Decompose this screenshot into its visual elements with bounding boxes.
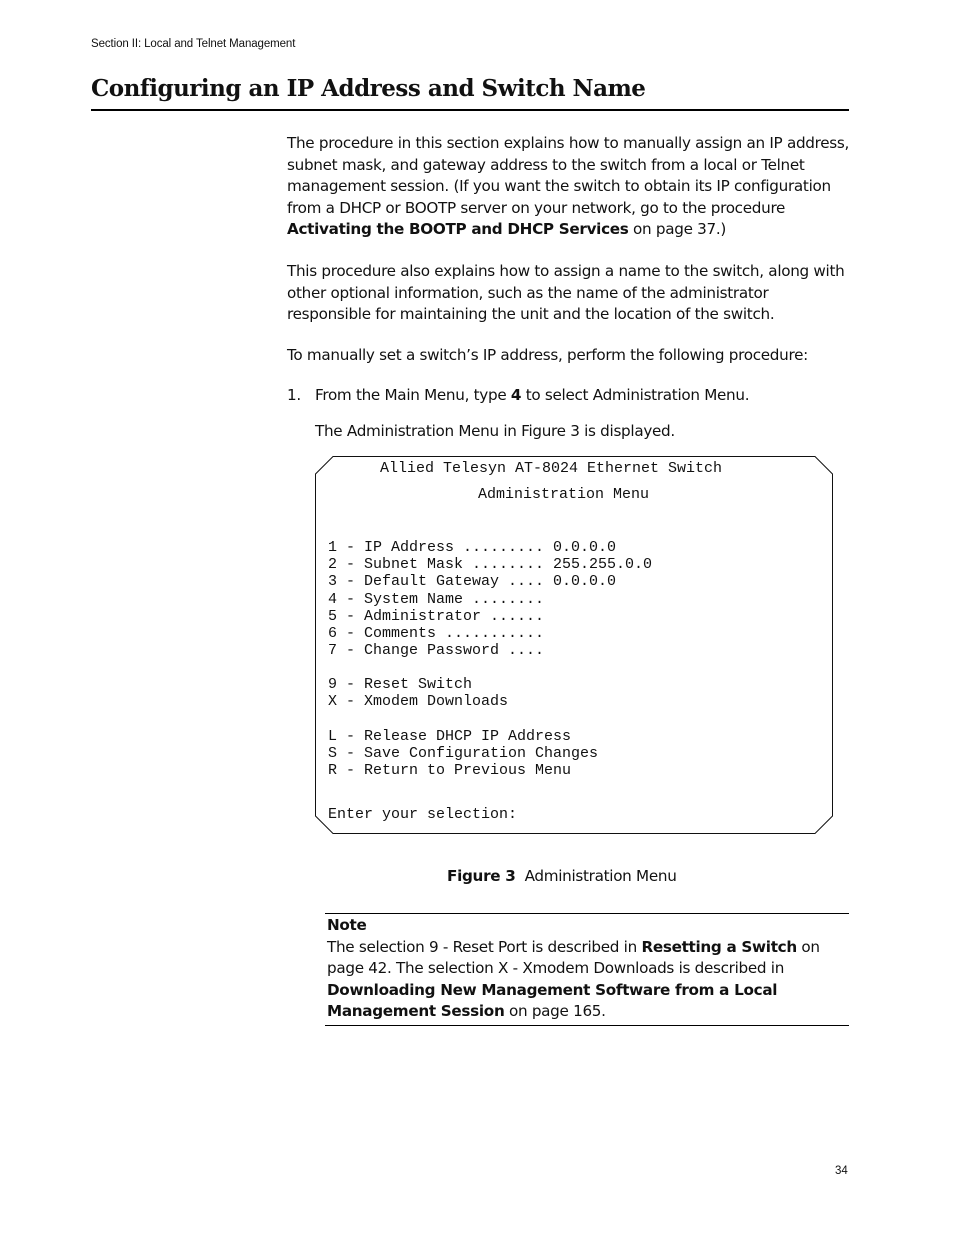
- figure-caption: [447, 866, 677, 888]
- note-rule-bottom: [325, 1025, 849, 1026]
- step-result: The Administration Menu in Figure 3 is displayed.: [315, 422, 675, 440]
- menu-item-subnet-mask: 2 - Subnet Mask ........ 255.255.0.0: [328, 556, 653, 573]
- intro-text: The procedure in this section explains how to manually assign an IP address, subnet mask, and gateway address to the switch from a local or Telnet management session. (If you want the switch to obtain its IP configuration from a DHCP or BOOTP server on your network, go to the procedure: [287, 134, 850, 217]
- download-software-link: Downloading New Management Software from a Local Management Session: [327, 980, 778, 1021]
- procedure-intro: To manually set a switch’s IP address, perform the following procedure:: [287, 346, 808, 364]
- menu-item-reset-switch: 9 - Reset Switch: [328, 676, 473, 693]
- note-heading: Note: [327, 916, 367, 934]
- menu-item-default-gateway: 3 - Default Gateway .... 0.0.0.0: [328, 573, 617, 590]
- terminal-screen: [315, 456, 833, 834]
- menu-item-release-dhcp: L - Release DHCP IP Address: [328, 728, 572, 745]
- figure-caption-text: Administration Menu: [524, 867, 677, 885]
- reset-switch-link: Resetting a Switch: [641, 937, 797, 956]
- menu-item-ip-address: 1 - IP Address ......... 0.0.0.0: [328, 539, 617, 556]
- page-number: 34: [835, 1165, 848, 1177]
- menu-item-save-config: S - Save Configuration Changes: [328, 745, 599, 762]
- title-rule: [91, 109, 849, 111]
- name-paragraph: This procedure also explains how to assign a name to the switch, along with other optional information, such as the name of the administrator responsible for maintaining the unit and the location of the switch.: [287, 262, 845, 324]
- running-header: Section II: Local and Telnet Management: [91, 38, 296, 50]
- menu-item-administrator: 5 - Administrator ......: [328, 608, 545, 625]
- bootp-dhcp-link: Activating the BOOTP and DHCP Services: [287, 220, 629, 239]
- note-text-3: on page 165.: [504, 1002, 606, 1021]
- terminal-subtitle: Administration Menu: [478, 486, 650, 503]
- note-text-2: on page 42. The selection X - Xmodem Downloads is described in: [327, 937, 820, 978]
- step-text-b: to select Administration Menu.: [521, 386, 750, 404]
- step-instruction: [315, 385, 749, 407]
- step-number: 1.: [287, 386, 301, 404]
- note-text: [327, 937, 849, 1023]
- note-box: [327, 915, 849, 1023]
- intro-tail: on page 37.): [628, 220, 727, 239]
- terminal-prompt: Enter your selection:: [328, 806, 518, 823]
- note-rule-top: [325, 913, 849, 914]
- terminal-title: Allied Telesyn AT-8024 Ethernet Switch: [380, 460, 723, 477]
- step-text-a: From the Main Menu, type: [315, 386, 511, 404]
- page-title: Configuring an IP Address and Switch Name: [91, 75, 646, 102]
- menu-item-return: R - Return to Previous Menu: [328, 762, 572, 779]
- menu-item-change-password: 7 - Change Password ....: [328, 642, 545, 659]
- menu-item-system-name: 4 - System Name ........: [328, 591, 545, 608]
- step-key: 4: [510, 386, 522, 404]
- intro-paragraph: [287, 133, 853, 241]
- menu-item-xmodem: X - Xmodem Downloads: [328, 693, 509, 710]
- menu-item-comments: 6 - Comments ...........: [328, 625, 545, 642]
- note-text-1: The selection 9 - Reset Port is described in: [327, 937, 642, 956]
- figure-label: Figure 3: [447, 867, 516, 885]
